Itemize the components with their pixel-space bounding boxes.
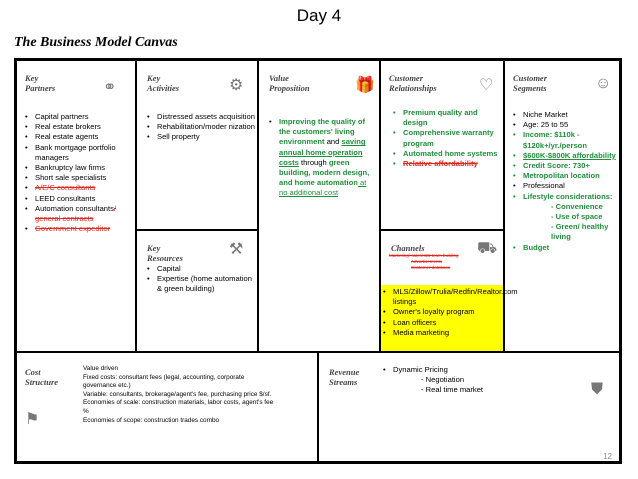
list-item: • Age: 25 to 55	[511, 120, 619, 130]
channels-list	[381, 285, 518, 338]
key-partners-header: Key Partners	[25, 73, 56, 93]
list-item: • Rehabilitation/moder nization	[145, 122, 257, 132]
list-item: • Capital partners	[23, 112, 135, 122]
key-resources-cell	[136, 230, 258, 352]
list-item: • Credit Score: 730+	[511, 161, 619, 171]
list-item: • Short sale specialists	[23, 173, 135, 183]
value-proposition-list	[267, 117, 373, 199]
list-item-automation: • Automation consultants/ general contracts	[23, 204, 135, 224]
key-partners-cell	[16, 60, 136, 352]
key-activities-cell	[136, 60, 258, 230]
list-item: • Bank mortgage portfolio managers	[23, 143, 135, 163]
list-item: • Dynamic Pricing - Negotiation - Real time market	[381, 365, 541, 396]
list-item: • Bankruptcy law firms	[23, 163, 135, 173]
value-proposition-header: Value Proposition	[269, 73, 310, 93]
list-item: • MLS/Zillow/Trulia/Redfin/Realtor.com listings	[381, 287, 503, 307]
worker-icon: ⚒	[229, 241, 244, 258]
slide-title: Day 4	[296, 6, 342, 25]
customer-relationships-cell	[380, 60, 504, 230]
key-resources-header: Key Resources	[147, 243, 183, 263]
canvas-title: The Business Model Canvas	[14, 35, 178, 50]
customer-segments-list	[511, 110, 619, 253]
list-item: • Capital	[145, 264, 257, 274]
price-tag-icon: ⚑	[25, 411, 40, 428]
customer-relationships-list	[391, 108, 503, 169]
customer-segments-cell	[504, 60, 620, 352]
revenue-streams-cell	[318, 352, 620, 462]
list-item: • Premium quality and design	[391, 108, 503, 128]
channels-struck-notes: Marketing/ sales/ BD team building Advertisements Customer database	[389, 253, 459, 270]
key-activities-header: Key Activities	[147, 73, 180, 93]
money-bag-icon: ⛊	[591, 381, 604, 398]
revenue-streams-list	[381, 365, 541, 396]
channels-highlight	[381, 285, 518, 351]
cost-structure-header: Cost Structure	[25, 367, 59, 387]
list-item: • Owner's loyalty program	[381, 307, 503, 317]
person-icon: ☺	[595, 75, 612, 92]
list-item: • Professional	[511, 181, 619, 191]
page-number: 12	[603, 452, 612, 461]
list-item: • Automated home systems	[391, 149, 503, 159]
key-resources-list	[145, 264, 257, 295]
list-item: • LEED consultants	[23, 194, 135, 204]
chain-link-icon: ⚭	[103, 79, 117, 96]
business-model-canvas	[14, 58, 622, 464]
list-item: • Loan officers	[381, 318, 503, 328]
value-proposition-cell	[258, 60, 380, 352]
list-item: • Metropolitan location	[511, 171, 619, 181]
list-item-lifestyle: • Lifestyle considerations: - Convenience - Use of space - Green/ healthy living	[511, 192, 619, 243]
channels-header: Channels	[391, 243, 425, 253]
revenue-streams-header: Revenue Streams	[329, 367, 360, 387]
list-item: • Budget	[511, 243, 619, 253]
list-item-struck: • Government expeditor	[23, 224, 135, 234]
list-item: • Real estate agents	[23, 132, 135, 142]
list-item-struck: • Relative affordability	[391, 159, 503, 169]
key-partners-list	[23, 112, 135, 234]
cost-structure-text: Value driven Fixed costs: consultant fees (legal, accounting, corporate governance etc.) Variable: consultants, brokerage/agent's fee, purchasing price $/sf. Economies of scale: construction materials, labor costs, agent's fee % Economies of scope: construction trades combo	[83, 365, 274, 424]
gear-icon: ⚙	[229, 77, 244, 94]
list-item: • Real estate brokers	[23, 122, 135, 132]
list-item: • $600K-$800K affordability	[511, 151, 619, 161]
channels-cell	[380, 230, 518, 352]
customer-relationships-header: Customer Relationships	[389, 73, 437, 93]
customer-segments-header: Customer Segments	[513, 73, 548, 93]
truck-icon: ⛟	[477, 240, 498, 257]
value-proposition-statement: • Improving the quality of the customers' living environment and saving annual home operation costs through green building, modern design, and home automation at no additional cost	[267, 117, 373, 199]
gift-icon: 🎁	[355, 77, 375, 94]
cost-structure-cell	[16, 352, 318, 462]
list-item-struck: • A/E/C consultants	[23, 183, 135, 193]
list-item: • Income: $110k - $120k+/yr./person	[511, 130, 619, 150]
list-item: • Distressed assets acquisition	[145, 112, 257, 122]
list-item: • Niche Market	[511, 110, 619, 120]
list-item: • Expertise (home automation & green building)	[145, 274, 257, 294]
list-item: • Media marketing	[381, 328, 503, 338]
list-item: • Comprehensive warranty program	[391, 128, 503, 148]
list-item: • Sell property	[145, 132, 257, 142]
heart-icon: ♡	[479, 77, 494, 94]
key-activities-list	[145, 112, 257, 143]
